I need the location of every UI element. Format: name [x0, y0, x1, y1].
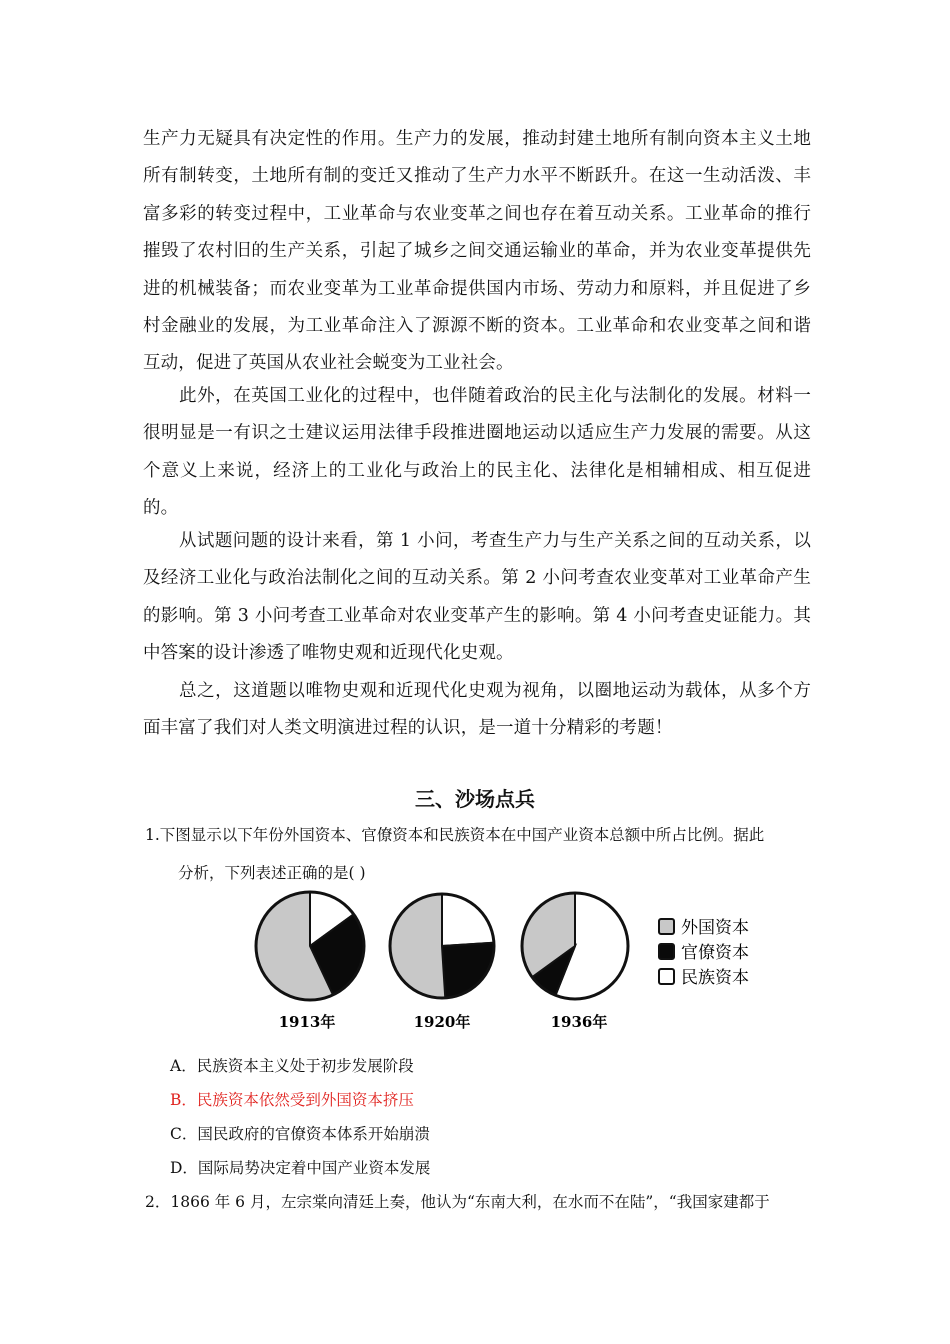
question-1-stem-line2: 分析，下列表述正确的是( ) — [178, 864, 366, 882]
legend-label-foreign: 外国资本 — [681, 918, 749, 938]
legend-swatch-national — [659, 969, 674, 984]
paragraph-question-design: 从试题问题的设计来看，第 1 小问，考查生产力与生产关系之间的互动关系，以及经济工业化与政治法制化之间的互动关系。第 2 小问考查农业变革对工业革命产生的影响。第 3 小问考查工业革命对农业变革产生的影响。第 4 小问考查史证能力。其中答案的设计渗透了唯物史观和近现代化史观。 — [143, 531, 811, 664]
pie-1-year-label: 1913年 — [278, 1013, 336, 1031]
question-2-stem-line1: 2．1866 年 6 月，左宗棠向清廷上奏，他认为“东南大利，在水而不在陆”，“我国家建都于 — [145, 1193, 770, 1211]
option-a[interactable]: A．民族资本主义处于初步发展阶段 — [170, 1057, 414, 1075]
section-title: 三、沙场点兵 — [415, 787, 535, 811]
pie-3-year-label: 1936年 — [550, 1013, 608, 1031]
legend-swatch-bureaucratic — [659, 944, 674, 959]
question-1-stem-line1: 1.下图显示以下年份外国资本、官僚资本和民族资本在中国产业资本总额中所占比例。据此 — [145, 826, 765, 844]
paragraph-productivity: 生产力无疑具有决定性的作用。生产力的发展，推动封建土地所有制向资本主义土地所有制转变，土地所有制的变迁又推动了生产力水平不断跃升。在这一生动活泼、丰富多彩的转变过程中，工业革命与农业变革之间也存在着互动关系。工业革命的推行摧毁了农村旧的生产关系，引起了城乡之间交通运输业的革命，并为农业变革提供先进的机械装备；而农业变革为工业革命提供国内市场、劳动力和原料，并且促进了乡村金融业的发展，为工业革命注入了源源不断的资本。工业革命和农业变革之间和谐互动，促进了英国从农业社会蜕变为工业社会。 — [143, 129, 811, 374]
pie-chart-figure — [245, 888, 775, 1036]
pie-charts-svg — [245, 888, 775, 1036]
pie-2-slice-foreign — [390, 894, 445, 998]
paragraph-democratization: 此外，在英国工业化的过程中，也伴随着政治的民主化与法制化的发展。材料一很明显是一有识之士建议运用法律手段推进圈地运动以适应生产力发展的需要。从这个意义上来说，经济上的工业化与政治上的民主化、法律化是相辅相成、相互促进的。 — [143, 386, 811, 519]
legend-label-national: 民族资本 — [681, 968, 749, 988]
option-d[interactable]: D．国际局势决定着中国产业资本发展 — [170, 1159, 431, 1177]
option-b[interactable]: B．民族资本依然受到外国资本挤压 — [170, 1091, 414, 1109]
legend-label-bureaucratic: 官僚资本 — [681, 943, 749, 963]
paragraph-conclusion: 总之，这道题以唯物史观和近现代化史观为视角，以圈地运动为载体，从多个方面丰富了我们对人类文明演进过程的认识，是一道十分精彩的考题！ — [143, 681, 811, 739]
legend-swatch-foreign — [659, 919, 674, 934]
option-c[interactable]: C．国民政府的官僚资本体系开始崩溃 — [170, 1125, 430, 1143]
pie-2-year-label: 1920年 — [413, 1013, 471, 1031]
